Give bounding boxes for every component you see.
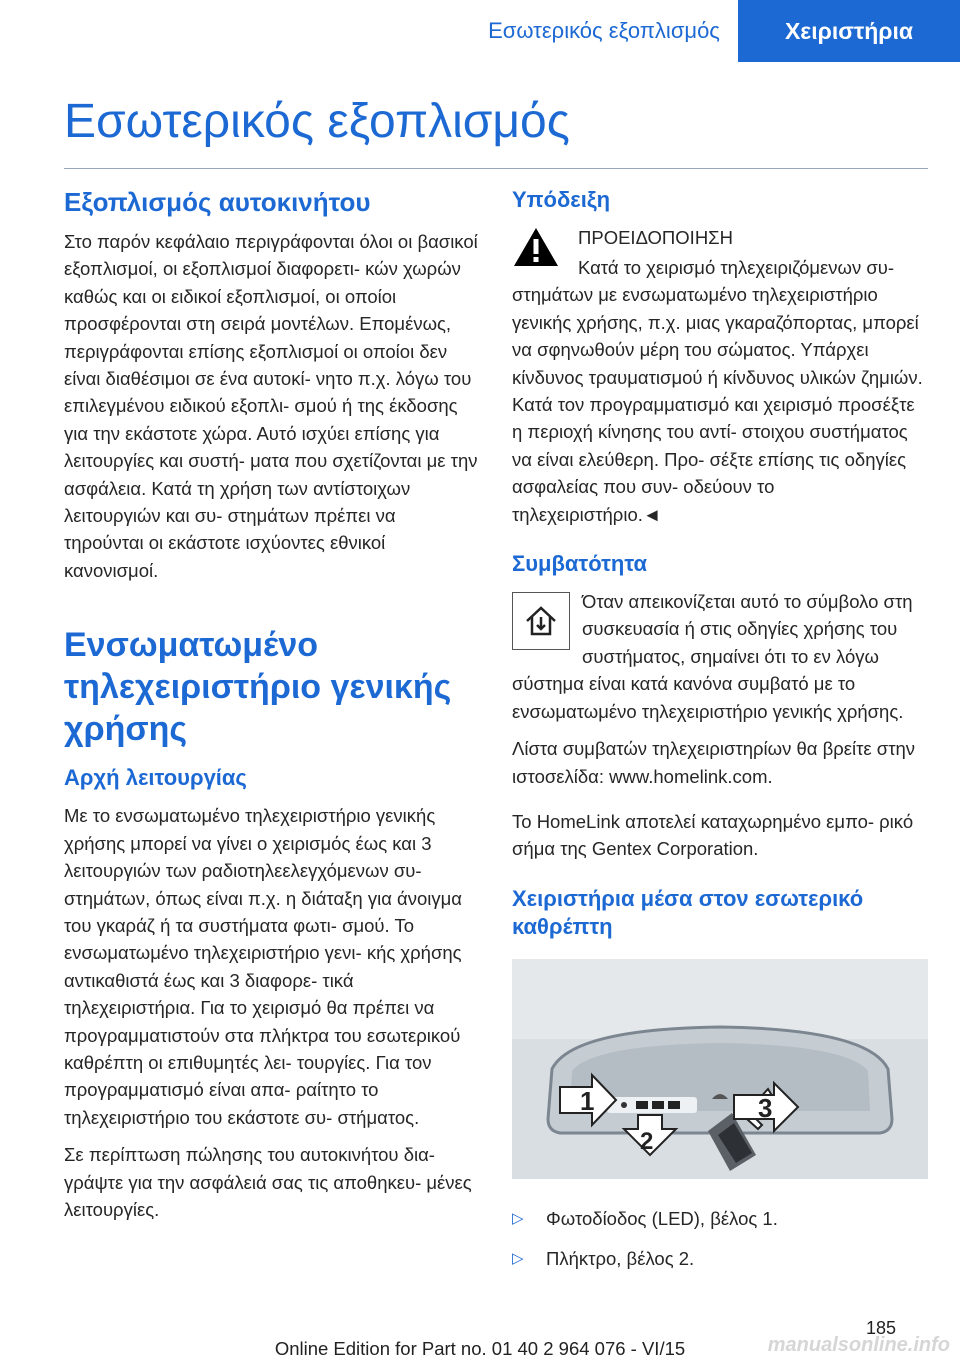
compat-list-body: Λίστα συμβατών τηλεχειριστηρίων θα βρείτε στην ιστοσελίδα: www.homelink.com. (512, 738, 916, 787)
trademark-body: Το HomeLink αποτελεί καταχωρημένο εμπο- ρικό σήμα της Gentex Corporation. (512, 810, 914, 860)
equipment-heading: Εξοπλισμός αυτοκινήτου (64, 187, 371, 217)
page-title: Εσωτερικός εξοπλισμός (64, 95, 570, 148)
mirror-photo (512, 959, 928, 1179)
compat-block (512, 588, 928, 725)
homelink-house-icon (512, 592, 570, 650)
mirror-heading: Χειριστήρια μέσα στον εσωτερικό καθρέπτη (512, 885, 864, 939)
right-column (512, 186, 928, 1285)
list-item-text: Φωτοδίοδος (LED), βέλος 1. (546, 1207, 778, 1229)
edition-footer: Online Edition for Part no. 01 40 2 964 076 - VI/15 (274, 1338, 686, 1359)
list-item (512, 1245, 928, 1272)
section-tab[interactable]: Χειριστήρια (738, 0, 960, 62)
compat-heading: Συμβατότητα (512, 551, 648, 577)
warning-body: Κατά το χειρισμό τηλεχειριζόμενων συ- στημάτων με ενσωματωμένο τηλεχειριστήριο γενικής χρήσης, π.χ. μιας γκαραζόπορτας, μπορεί να σφηνωθούν μέρη του σώματος. Υπάρχει κίνδυνος τραυματισμού ή κίνδυνος υλικών ζημιών. Κατά τον προγραμματισμό και χειρισμό προσέξτε η περιοχή κίνησης του αντί- στοιχου συστήματος να είναι ελεύθερη. Προ- σέξτε επίσης τις οδηγίες ασφαλείας που συν- οδεύουν το τηλεχειριστήριο.◄ (512, 257, 923, 525)
page-number: 185 (865, 1318, 896, 1338)
callout-3: 3 (758, 1092, 773, 1123)
compat-body: Όταν απεικονίζεται αυτό το σύμβολο στη συσκευασία ή στις οδηγίες χρήσης του συστήματος, σημαίνει ότι το εν λόγω σύστημα είναι κατά κανόνα συμβατό με το ενσωματωμένο τηλεχειριστήριο γενικής χρήσης. (512, 591, 913, 722)
top-bar (0, 0, 960, 62)
list-item-text: Πλήκτρο, βέλος 2. (546, 1247, 695, 1269)
left-column (64, 186, 478, 1233)
triangle-bullet-icon: ▷ (512, 1209, 524, 1227)
title-divider (64, 168, 928, 169)
callout-1: 1 (580, 1085, 595, 1116)
principle-body: Με το ενσωματωμένο τηλεχειριστήριο γενικής χρήσης μπορεί να γίνει ο χειρισμός έως και 3 λειτουργιών των ραδιοτηλεελεγχόμενων συ- στημάτων, όπως είναι π.χ. η διάταξη για άνοιγμα του γκαράζ ή τα συστήματα φωτι- σμού. Το ενσωματωμένο τηλεχειριστήριο γενι- κής χρήσης αντικαθιστά έως και 3 διαφορε- τικά τηλεχειριστήρια. Για το χειρισμό θα πρέπει να προγραμματιστούν στα πλήκτρα του εσωτερικού καθρέπτη οι επιθυμητές λει- τουργίες. Για τον προγραμματισμό είναι απα- ραίτητο το τηλεχειριστήριο του εκάστοτε συ- στήματος. (64, 805, 462, 1128)
callout-2: 2 (640, 1127, 654, 1155)
watermark: manualsonline.info (767, 1334, 950, 1356)
equipment-body: Στο παρόν κεφάλαιο περιγράφονται όλοι οι βασικοί εξοπλισμοί, οι εξοπλισμοί διαφορετι- κών χωρών καθώς και οι ειδικοί εξοπλισμοί, οι οποίοι προσφέρονται στη σειρά μοντέλων. Επομένως, περιγράφονται επίσης εξοπλισμοί οι οποίοι δεν είναι διαθέσιμοι σε ένα αυτοκί- νητο π.χ. λόγω του επιλεγμένου ειδικού εξοπλι- σμού ή της έκδοσης για την εκάστοτε χώρα. Αυτό ισχύει επίσης για λειτουργίες και συστή- ματα που σχετίζονται με την ασφάλεια. Κατά τη χρήση των αντίστοιχων λειτουργιών και συ- στημάτων πρέπει να τηρούνται οι εκάστοτε ισχύοντες εθνικοί κανονισμοί. (64, 231, 478, 581)
warning-title: ΠΡΟΕΙΔΟΠΟΙΗΣΗ (578, 227, 733, 248)
note-heading: Υπόδειξη (512, 187, 611, 212)
mirror-controls-list (512, 1205, 928, 1272)
chapter-tab[interactable]: Εσωτερικός εξοπλισμός (470, 0, 738, 62)
sale-body: Σε περίπτωση πώλησης του αυτοκινήτου δια- γράψτε για την ασφάλειά σας τις αποθηκευ- μένες λειτουργίες. (64, 1144, 472, 1220)
warning-icon (512, 226, 560, 268)
principle-heading: Αρχή λειτουργίας (64, 765, 247, 791)
triangle-bullet-icon: ▷ (512, 1249, 524, 1267)
list-item (512, 1205, 928, 1232)
remote-heading: Ενσωματωμένο τηλεχειριστήριο γενικής χρήσης (64, 626, 452, 749)
